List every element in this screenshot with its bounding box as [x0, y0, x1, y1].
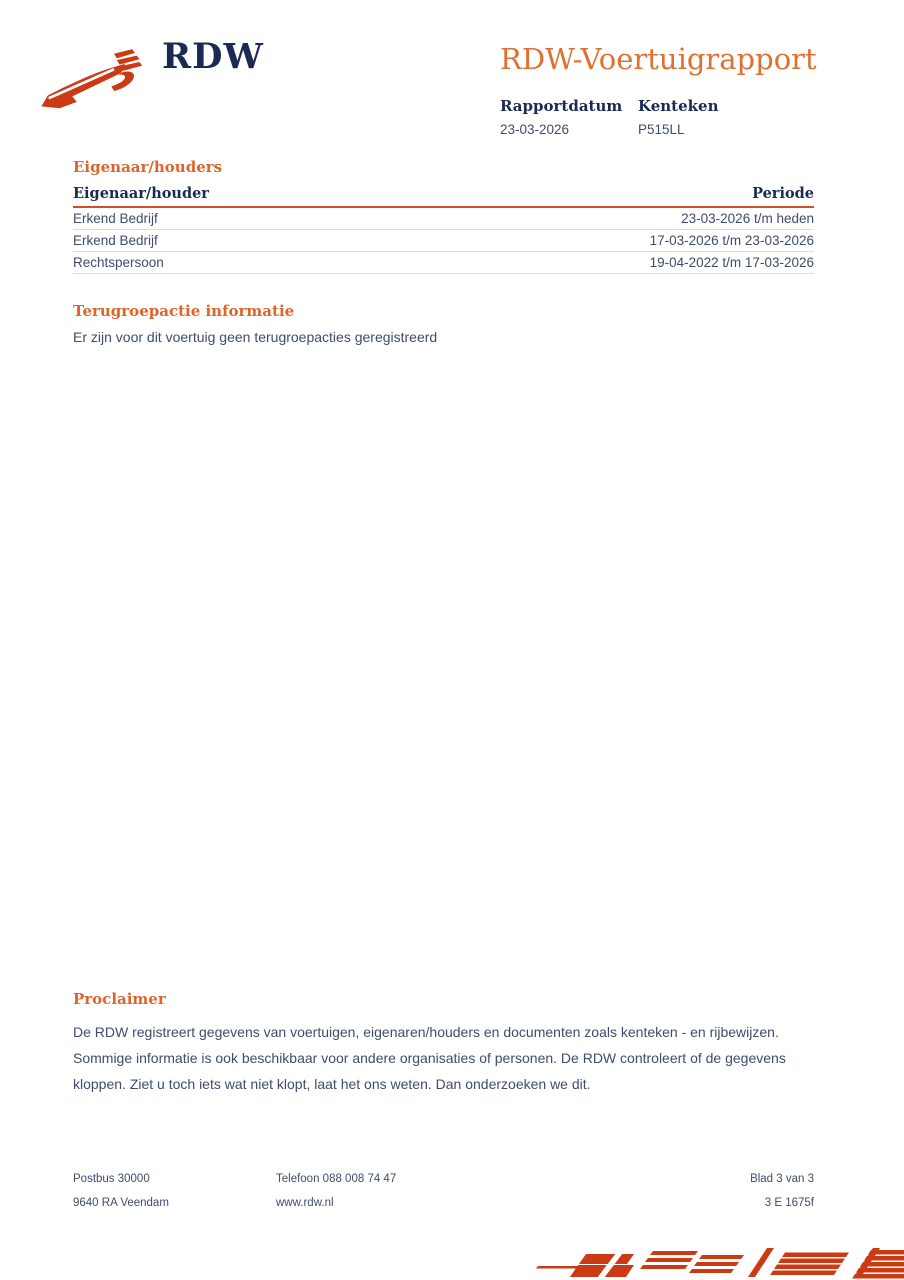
- report-date-block: [500, 97, 622, 137]
- license-plate-block: [638, 97, 718, 137]
- footer-row: [73, 1173, 814, 1197]
- column-header-owner: Eigenaar/houder: [73, 185, 209, 202]
- report-date-value: 23-03-2026: [500, 122, 570, 137]
- proclaimer-section: [73, 990, 818, 1097]
- footer-doc-code: 3 E 1675f: [764, 1197, 814, 1209]
- footer-row: [73, 1197, 814, 1221]
- owner-cell: Erkend Bedrijf: [73, 211, 158, 226]
- table-row: [73, 230, 814, 252]
- table-row: [73, 252, 814, 274]
- period-cell: 19-04-2022 t/m 17-03-2026: [649, 255, 814, 270]
- period-cell: 23-03-2026 t/m heden: [681, 211, 814, 226]
- rdw-wing-logo-icon: [36, 48, 154, 114]
- license-plate-label: Kenteken: [638, 97, 719, 115]
- logo-wordmark: RDW: [162, 36, 264, 77]
- table-row: [73, 208, 814, 230]
- speed-stripes-graphic-icon: [516, 1246, 904, 1280]
- recall-section: [73, 302, 814, 345]
- period-cell: 17-03-2026 t/m 23-03-2026: [649, 233, 814, 248]
- owner-cell: Rechtspersoon: [73, 255, 164, 270]
- report-date-label: Rapportdatum: [500, 97, 623, 115]
- owners-section: [73, 158, 814, 274]
- footer-address-line2: 9640 RA Veendam: [73, 1197, 169, 1209]
- owners-heading: Eigenaar/houders: [73, 158, 223, 176]
- page-title: RDW-Voertuigrapport: [500, 42, 817, 76]
- owners-table-header: [73, 185, 814, 208]
- footer-website: www.rdw.nl: [276, 1197, 334, 1209]
- column-header-period: Periode: [752, 185, 814, 202]
- recall-heading: Terugroepactie informatie: [73, 302, 295, 320]
- page-footer: [73, 1173, 814, 1221]
- owner-cell: Erkend Bedrijf: [73, 233, 158, 248]
- footer-page-number: Blad 3 van 3: [750, 1173, 814, 1185]
- footer-address-line1: Postbus 30000: [73, 1173, 150, 1185]
- proclaimer-heading: Proclaimer: [73, 990, 166, 1008]
- recall-text: Er zijn voor dit voertuig geen terugroepacties geregistreerd: [73, 329, 438, 345]
- footer-phone: Telefoon 088 008 74 47: [276, 1173, 397, 1185]
- license-plate-value: P515LL: [638, 122, 685, 137]
- proclaimer-text: De RDW registreert gegevens van voertuigen, eigenaren/houders en documenten zoals kenteken - en rijbewijzen. Sommige informatie is ook beschikbaar voor andere organisaties of personen. De RDW controleert of de gegevens kloppen. Ziet u toch iets wat niet klopt, laat het ons weten. Dan onderzoeken we dit.: [73, 1024, 786, 1092]
